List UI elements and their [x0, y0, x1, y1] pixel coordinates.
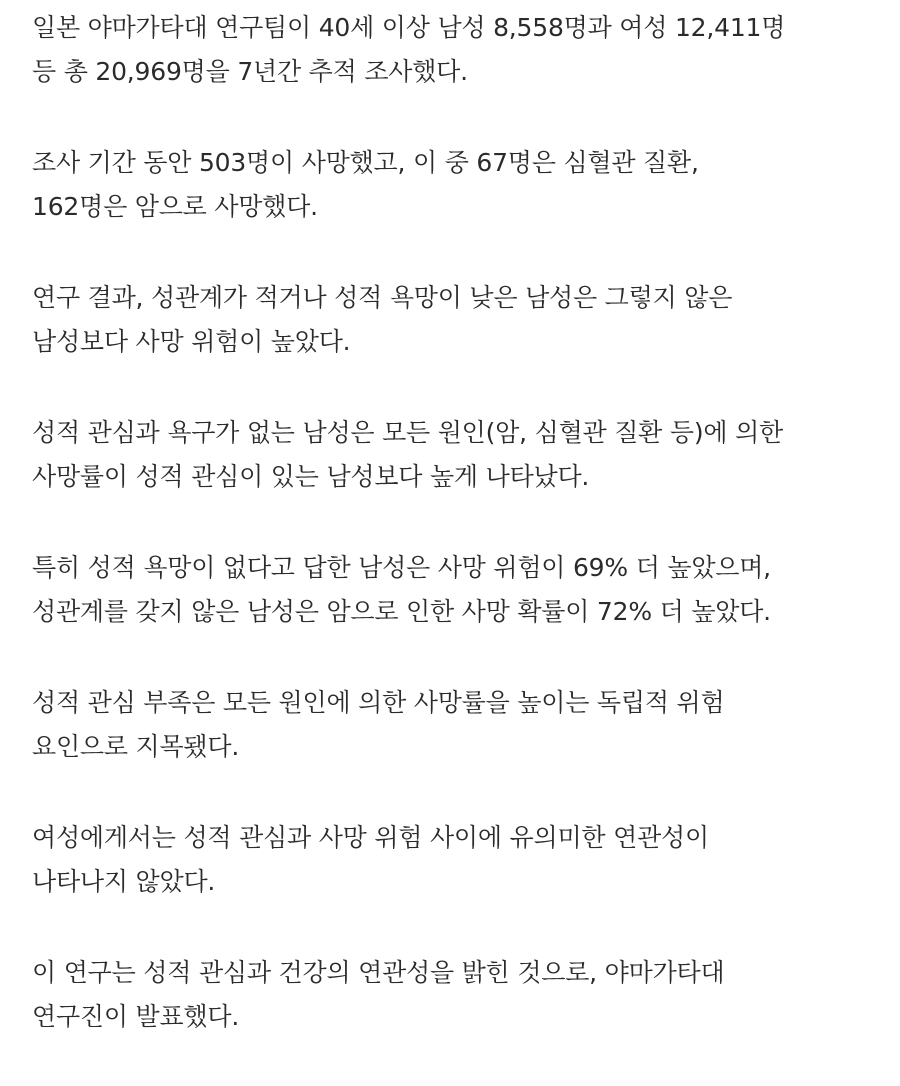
paragraph-line: 이 연구는 성적 관심과 건강의 연관성을 밝힌 것으로, 야마가타대 — [32, 958, 725, 987]
paragraph-study-overview — [32, 6, 882, 94]
paragraph-line: 연구 결과, 성관계가 적거나 성적 욕망이 낮은 남성은 그렇지 않은 — [32, 283, 733, 312]
paragraph-independent-factor — [32, 681, 882, 769]
paragraph-line: 162명은 암으로 사망했다. — [32, 192, 318, 221]
paragraph-results — [32, 276, 882, 364]
paragraph-line: 등 총 20,969명을 7년간 추적 조사했다. — [32, 57, 468, 86]
paragraph-line: 여성에게서는 성적 관심과 사망 위험 사이에 유의미한 연관성이 — [32, 823, 709, 852]
paragraph-line: 성적 관심과 욕구가 없는 남성은 모든 원인(암, 심혈관 질환 등)에 의한 — [32, 418, 783, 447]
article-body — [32, 6, 882, 1086]
paragraph-deaths — [32, 141, 882, 229]
paragraph-line: 일본 야마가타대 연구팀이 40세 이상 남성 8,558명과 여성 12,411명 — [32, 13, 786, 42]
paragraph-line: 특히 성적 욕망이 없다고 답한 남성은 사망 위험이 69% 더 높았으며, — [32, 553, 771, 582]
paragraph-risk-figures — [32, 546, 882, 634]
paragraph-line: 나타나지 않았다. — [32, 867, 216, 896]
paragraph-line: 남성보다 사망 위험이 높았다. — [32, 327, 351, 356]
paragraph-line: 성적 관심 부족은 모든 원인에 의한 사망률을 높이는 독립적 위험 — [32, 688, 725, 717]
paragraph-line: 요인으로 지목됐다. — [32, 732, 240, 761]
paragraph-line: 성관계를 갖지 않은 남성은 암으로 인한 사망 확률이 72% 더 높았다. — [32, 597, 771, 626]
paragraph-women — [32, 816, 882, 904]
paragraph-line: 사망률이 성적 관심이 있는 남성보다 높게 나타났다. — [32, 462, 590, 491]
paragraph-line: 연구진이 발표했다. — [32, 1002, 240, 1031]
paragraph-line: 조사 기간 동안 503명이 사망했고, 이 중 67명은 심혈관 질환, — [32, 148, 699, 177]
paragraph-all-cause — [32, 411, 882, 499]
paragraph-conclusion — [32, 951, 882, 1039]
